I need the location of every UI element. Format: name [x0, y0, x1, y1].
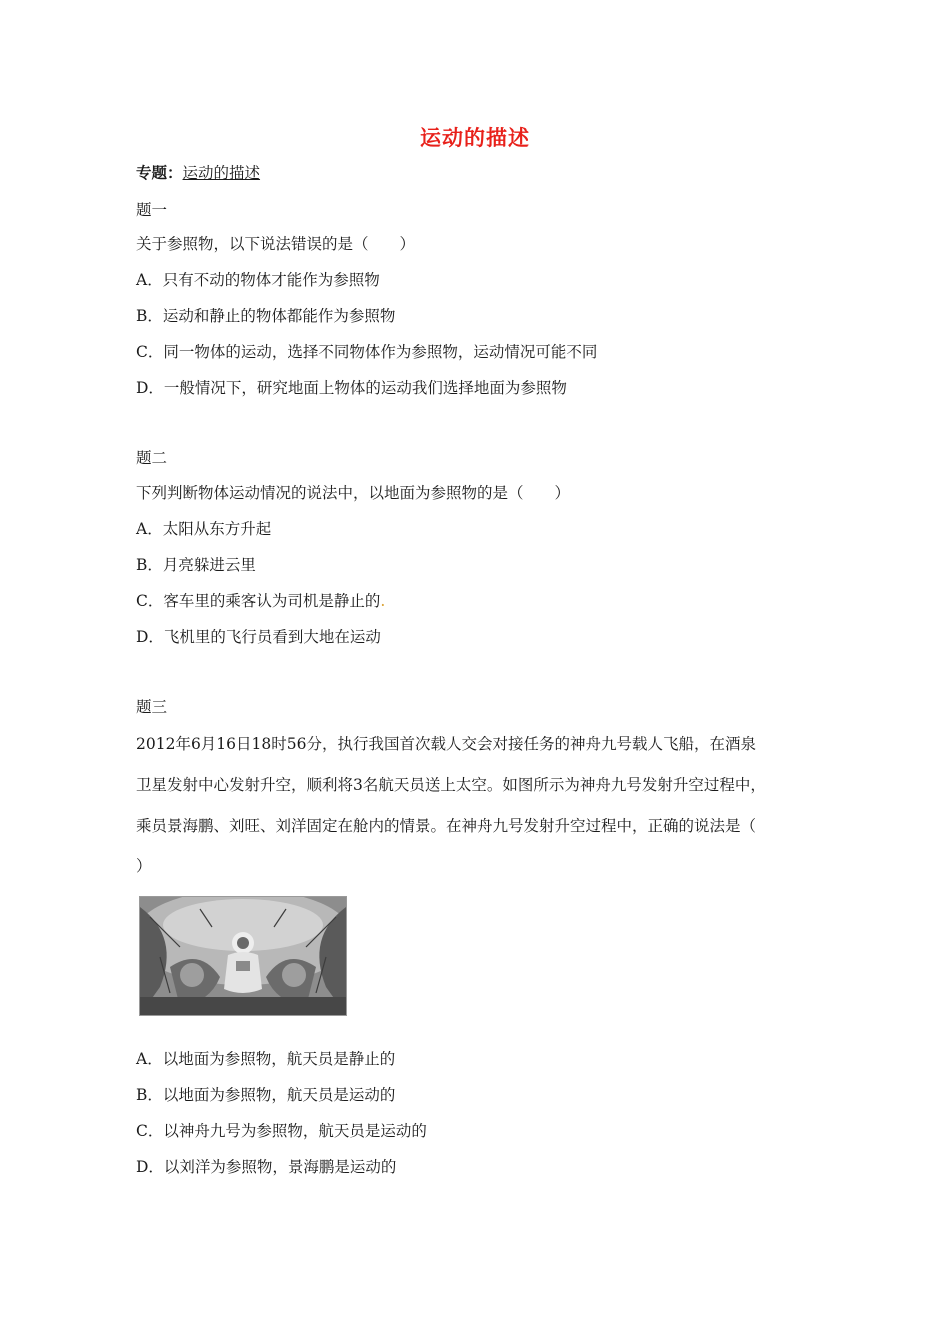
q3-heading: 题三 — [136, 698, 168, 716]
q3-option-a: A．以地面为参照物，航天员是静止的 — [136, 1050, 396, 1068]
q3-option-b: B．以地面为参照物，航天员是运动的 — [136, 1086, 396, 1104]
q2-option-c-line — [136, 591, 385, 611]
q2-option-d: D．飞机里的飞行员看到大地在运动 — [136, 628, 381, 646]
q3-stem-line-3: 乘员景海鹏、刘旺、刘洋固定在舱内的情景。在神舟九号发射升空过程中，正确的说法是（ — [136, 817, 757, 835]
spacecraft-cabin-photo — [139, 896, 347, 1016]
q3-stem-line-1: 2012年6月16日18时56分，执行我国首次载人交会对接任务的神舟九号载人飞船，在酒泉 — [136, 735, 756, 753]
q3-option-d: D．以刘洋为参照物，景海鹏是运动的 — [136, 1158, 397, 1176]
q3-stem-line-4: ） — [136, 857, 152, 875]
q1-stem: 关于参照物，以下说法错误的是（ ） — [136, 235, 416, 253]
q2-option-b: B．月亮躲进云里 — [136, 556, 256, 574]
q1-option-d: D．一般情况下，研究地面上物体的运动我们选择地面为参照物 — [136, 379, 567, 397]
q2-option-c: C．客车里的乘客认为司机是静止的 — [136, 592, 381, 610]
topic-value: 运动的描述 — [182, 164, 261, 182]
q1-option-c: C．同一物体的运动，选择不同物体作为参照物，运动情况可能不同 — [136, 343, 598, 361]
q2-stem: 下列判断物体运动情况的说法中，以地面为参照物的是（ ） — [136, 484, 571, 502]
topic-line — [136, 163, 260, 183]
q3-stem-line-2: 卫星发射中心发射升空，顺利将3名航天员送上太空。如图所示为神舟九号发射升空过程中， — [136, 776, 766, 794]
cabin-photo-illustration — [140, 897, 346, 1015]
q1-option-a: A．只有不动的物体才能作为参照物 — [136, 271, 380, 289]
document-title: 运动的描述 — [420, 126, 530, 150]
q2-heading: 题二 — [136, 449, 168, 467]
q2-option-a: A．太阳从东方升起 — [136, 520, 272, 538]
q1-heading: 题一 — [136, 201, 168, 219]
q3-option-c: C．以神舟九号为参照物，航天员是运动的 — [136, 1122, 427, 1140]
topic-label: 专题： — [136, 164, 183, 182]
q1-option-b: B．运动和静止的物体都能作为参照物 — [136, 307, 396, 325]
stray-dot: . — [380, 592, 386, 610]
